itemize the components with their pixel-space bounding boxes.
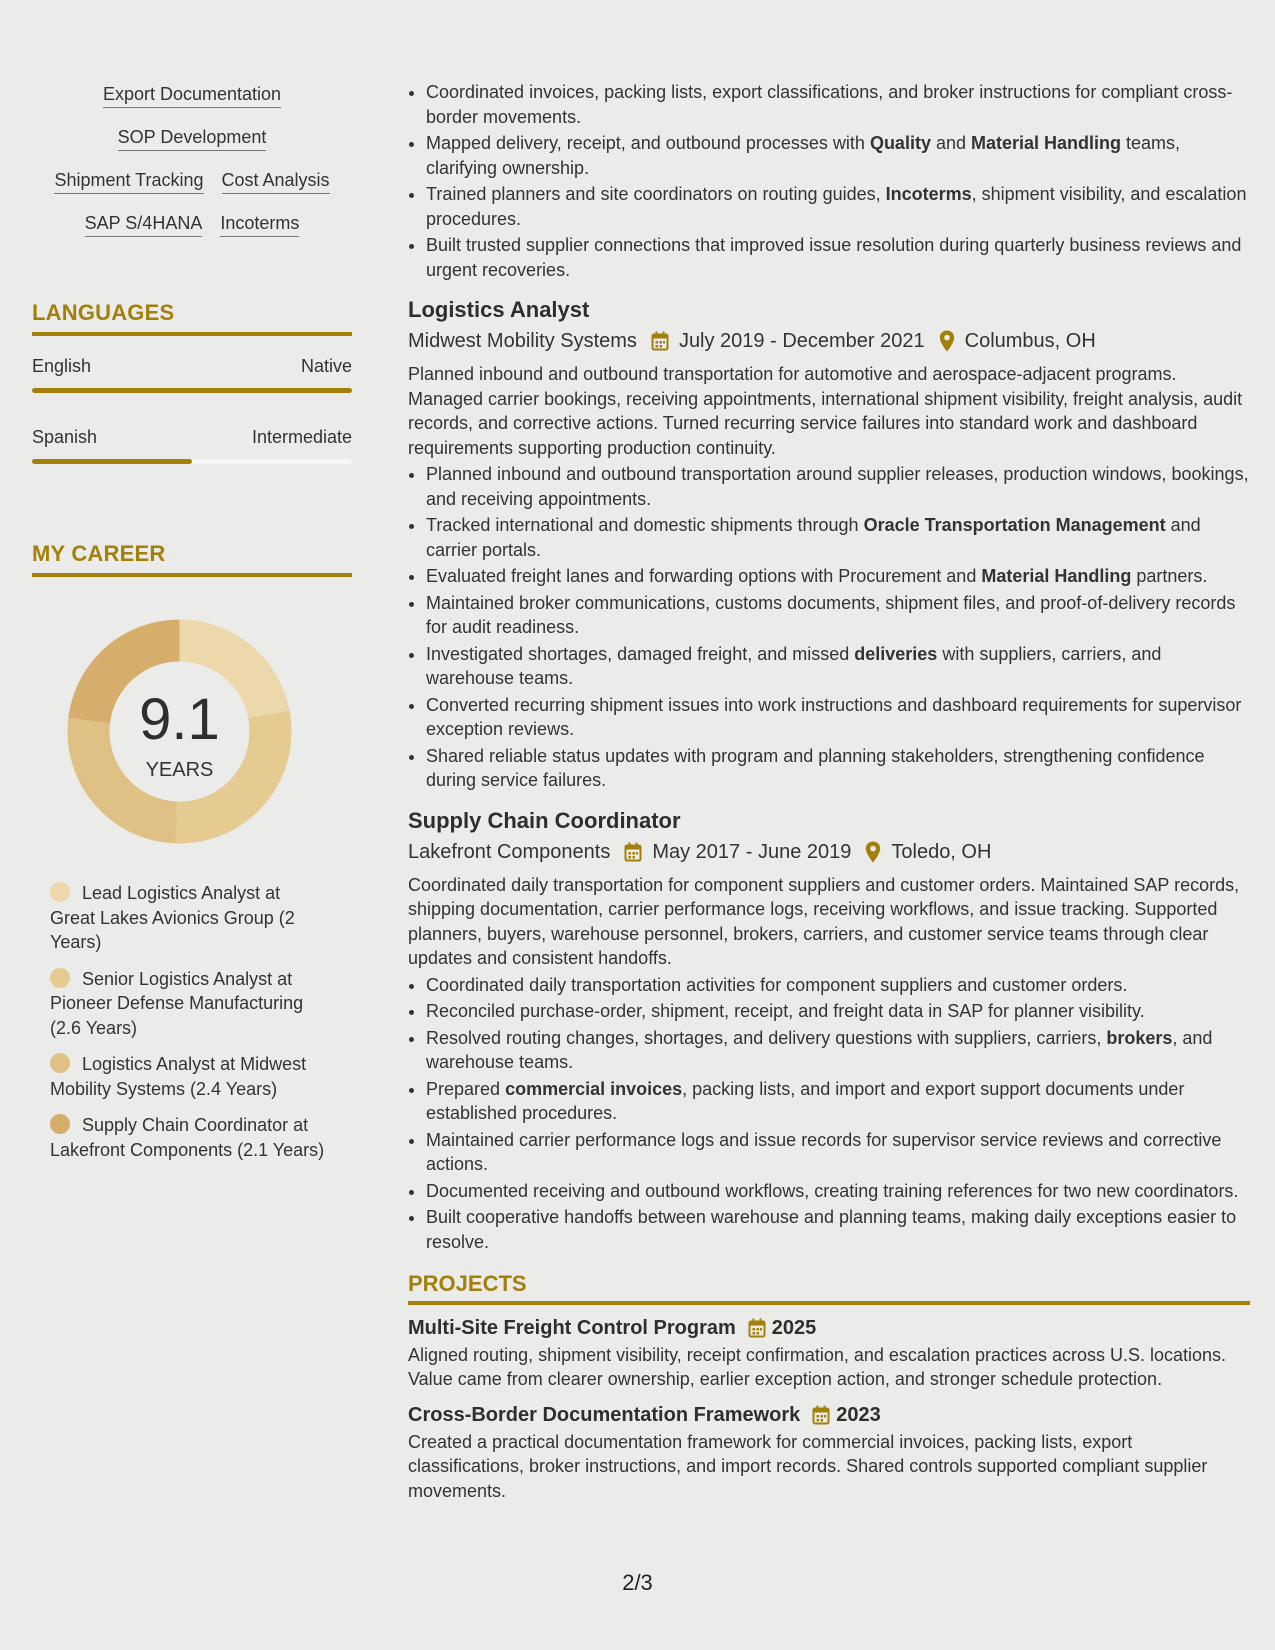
bullet-item: • Maintained broker communications, customs documents, shipment files, and proof-of-delivery records for audit readiness. [426,591,1250,640]
projects-list [408,1313,1250,1504]
job-title: Logistics Analyst [408,297,590,322]
legend-dot [50,1114,70,1134]
skill-tag: SOP Development [118,127,267,151]
language-proficiency-fill [32,459,192,464]
skill-row [32,213,352,237]
project-year: 2023 [836,1403,881,1426]
jobs-list [408,296,1250,1254]
language-row [32,356,352,377]
career-total-unit: YEARS [145,759,214,781]
bullet-item: • Coordinated daily transportation activities for component suppliers and customer orders. [426,973,1250,998]
languages-list [32,356,352,464]
language-level: Native [300,356,352,376]
career-legend-item [50,881,330,955]
bullet-item: • Evaluated freight lanes and forwarding options with Procurement and Material Handling partners. [426,564,1250,589]
career-total-years: 9.1 [139,687,220,752]
page-number: 2/3 [622,1570,653,1595]
legend-dot [50,882,70,902]
project-title [408,1400,1250,1430]
job-company: Lakefront Components [408,840,611,863]
project-name: Cross-Border Documentation Framework [408,1403,801,1426]
job-entry [408,296,1250,793]
bullet-item: • Maintained carrier performance logs and issue records for supervisor service reviews and corrective actions. [426,1128,1250,1177]
career-legend-item [50,1113,330,1162]
languages-title: LANGUAGES [32,300,352,336]
project-year: 2025 [771,1316,817,1339]
language-row [32,427,352,448]
skill-tag: SAP S/4HANA [85,213,203,237]
languages-section [32,300,352,464]
bullet-item: • Coordinated invoices, packing lists, export classifications, and broker instructions for compliant cross-border movements. [426,80,1250,129]
language-level: Intermediate [251,427,352,447]
job-company: Midwest Mobility Systems [408,330,637,352]
language-item [32,427,352,464]
bullet-item: • Built cooperative handoffs between warehouse and planning teams, making daily exceptions easier to resolve. [426,1205,1250,1254]
calendar-icon [651,331,669,351]
skill-tag: Incoterms [220,213,299,237]
job-location: Toledo, OH [891,840,992,863]
job-description: Planned inbound and outbound transportation for automotive and aerospace-adjacent programs. Managed carrier bookings, receiving appointments, international shipment visibility, freight analysis, audit records, and corrective actions. Turned recurring service failures into standard work and dashboard requirements supporting production continuity. [408,364,1243,458]
language-name: English [32,356,92,376]
job-dates: May 2017 - June 2019 [652,840,852,863]
bullet-item: • Trained planners and site coordinators on routing guides, Incoterms, shipment visibility, and escalation procedures. [426,182,1250,231]
project-description: Aligned routing, shipment visibility, receipt confirmation, and escalation practices across U.S. locations. Value came from clearer ownership, earlier exception action, and stronger schedule protection. [408,1344,1227,1389]
legend-dot [50,1053,70,1073]
legend-label: Lead Logistics Analyst at Great Lakes Avionics Group (2 Years) [50,883,295,952]
skill-row [32,84,352,108]
bullet-item: • Tracked international and domestic shipments through Oracle Transportation Management and carrier portals. [426,513,1250,562]
job-meta [408,837,1250,867]
language-proficiency-bar [32,388,352,393]
language-name: Spanish [32,427,98,447]
language-proficiency-fill [32,388,352,393]
calendar-icon [748,1318,766,1338]
skill-tag: Export Documentation [103,84,281,108]
bullet-item: • Built trusted supplier connections that improved issue resolution during quarterly business reviews and urgent recoveries. [426,233,1250,282]
bullet-item: • Planned inbound and outbound transportation around supplier releases, production windows, bookings, and receiving appointments. [426,462,1250,511]
location-pin-icon [865,841,881,863]
career-legend [50,881,330,1174]
bullet-item: • Mapped delivery, receipt, and outbound processes with Quality and Material Handling teams, clarifying ownership. [426,131,1250,180]
career-title: MY CAREER [32,541,352,577]
projects-title: PROJECTS [408,1272,1250,1305]
legend-label: Senior Logistics Analyst at Pioneer Defense Manufacturing (2.6 Years) [50,968,304,1038]
job-bullets [408,973,1250,1255]
bullet-item: • Reconciled purchase-order, shipment, receipt, and freight data in SAP for planner visibility. [426,999,1250,1024]
skill-tag: Shipment Tracking [54,170,203,194]
location-pin-icon [939,330,955,352]
skills-list [32,84,352,256]
job-location: Columbus, OH [964,330,1096,352]
job-dates: July 2019 - December 2021 [678,330,925,352]
bullet-item: • Converted recurring shipment issues into work instructions and dashboard requirements for supervisor exception reviews. [426,693,1250,742]
bullet-item: • Resolved routing changes, shortages, and delivery questions with suppliers, carriers, brokers, and warehouse teams. [426,1026,1250,1075]
bullet-item: • Documented receiving and outbound workflows, creating training references for two new coordinators. [426,1179,1250,1204]
job-entry [408,807,1250,1255]
job-description: Coordinated daily transportation for component suppliers and customer orders. Maintained SAP records, shipping documentation, carrier performance logs, receiving workflows, and issue tracking. Supported planners, buyers, warehouse personnel, brokers, carriers, and customer service teams through clear updates and consistent handoffs. [408,874,1240,968]
language-item [32,356,352,393]
career-donut-chart [67,619,292,844]
job-title: Supply Chain Coordinator [408,807,681,833]
legend-label: Logistics Analyst at Midwest Mobility Systems (2.4 Years) [50,1054,307,1099]
previous-job-bullets [408,80,1250,282]
skill-row [32,127,352,151]
main-content [408,80,1250,1505]
job-meta [408,326,1250,356]
bullet-item: • Investigated shortages, damaged freight, and missed deliveries with suppliers, carriers, and warehouse teams. [426,642,1250,691]
skill-tag: Cost Analysis [222,170,330,194]
career-section [32,541,352,1160]
calendar-icon [624,842,642,862]
legend-dot [50,968,70,988]
career-legend-item [50,1052,330,1101]
project-name: Multi-Site Freight Control Program [408,1316,736,1339]
bullet-item: • Prepared commercial invoices, packing lists, and import and export support documents under established procedures. [426,1077,1250,1126]
legend-label: Supply Chain Coordinator at Lakefront Components (2.1 Years) [50,1115,325,1160]
job-bullets [408,462,1250,793]
skill-row [32,170,352,194]
bullet-item: • Shared reliable status updates with program and planning stakeholders, strengthening confidence during service failures. [426,744,1250,793]
career-legend-item [50,967,330,1041]
language-proficiency-bar [32,459,352,464]
project-description: Created a practical documentation framework for commercial invoices, packing lists, export classifications, broker instructions, and import records. Shared controls supported compliant supplier movements. [408,1431,1208,1501]
project-title [408,1313,1250,1343]
calendar-icon [812,1405,830,1425]
